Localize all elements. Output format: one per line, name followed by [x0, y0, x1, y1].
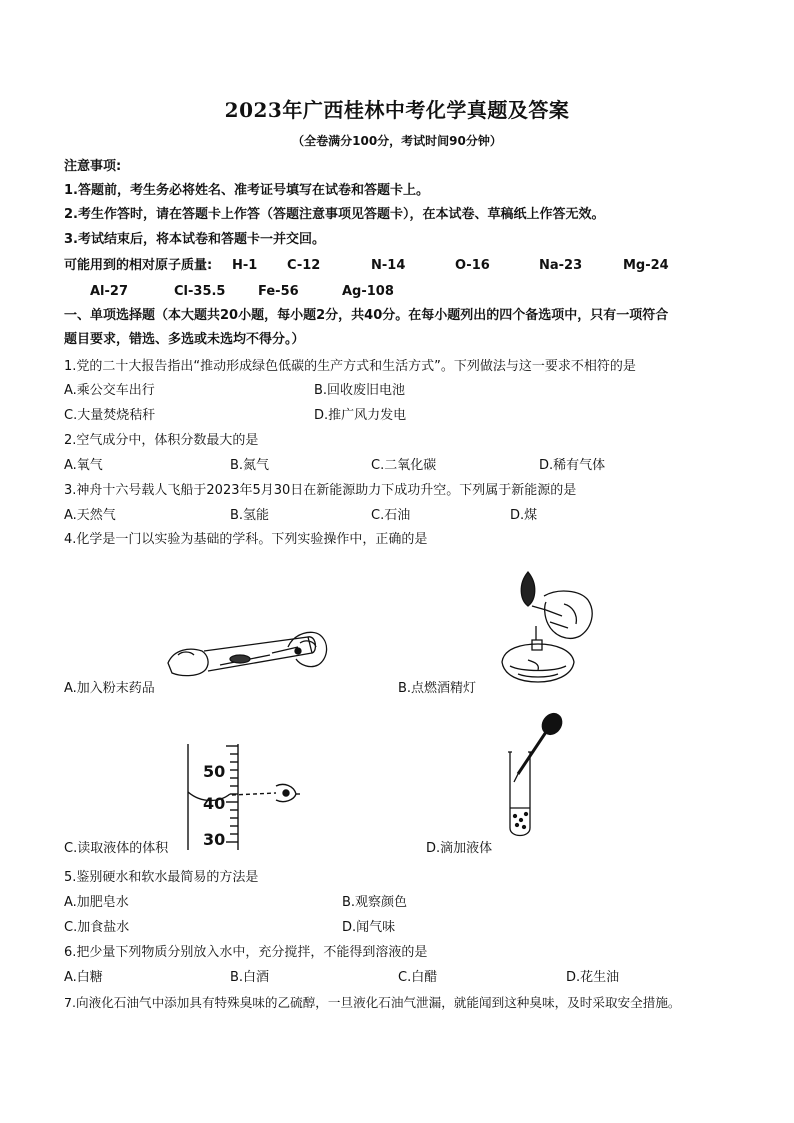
question-stem: 4.化学是一门以实验为基础的学科。下列实验操作中，正确的是 — [64, 532, 428, 547]
option: A.氧气 — [64, 458, 103, 473]
question-stem: 1.党的二十大报告指出“推动形成绿色低碳的生产方式和生活方式”。下列做法与这一要求不相符的是 — [64, 359, 636, 374]
option: A.加肥皂水 — [64, 895, 129, 910]
atomic-mass-item: Cl-35.5 — [174, 284, 226, 299]
atomic-mass-item: O-16 — [455, 258, 490, 273]
atomic-mass-item: Ag-108 — [342, 284, 394, 299]
option: C.石油 — [371, 508, 411, 523]
option: A.天然气 — [64, 508, 116, 523]
option: B.点燃酒精灯 — [398, 681, 477, 696]
option: B.氮气 — [230, 458, 270, 473]
option: C.大量焚烧秸秆 — [64, 408, 156, 423]
option: C.白醋 — [398, 970, 438, 985]
atomic-mass-item: Al-27 — [90, 284, 129, 299]
atomic-mass-item: N-14 — [371, 258, 406, 273]
question-stem: 3.神舟十六号载人飞船于2023年5月30日在新能源助力下成功升空。下列属于新能源的是 — [64, 483, 577, 498]
atomic-mass-item: Fe-56 — [258, 284, 299, 299]
option: B.观察颜色 — [342, 895, 408, 910]
section-rules: （本大题共20小题，每小题2分，共40分。在每小题列出的四个备选项中，只有一项符合 — [155, 308, 669, 323]
cylinder-tick-label: 40 — [203, 794, 226, 813]
atomic-mass-item: H-1 — [232, 258, 258, 273]
atomic-mass-item: Na-23 — [539, 258, 583, 273]
page-subtitle: （全卷满分100分，考试时间90分钟） — [292, 134, 502, 148]
option: A.加入粉末药品 — [64, 681, 155, 696]
note-item: 3.考试结束后，将本试卷和答题卡一并交回。 — [64, 232, 325, 247]
question-stem: 5.鉴别硬水和软水最简易的方法是 — [64, 870, 259, 885]
option: C.加食盐水 — [64, 920, 130, 935]
cylinder-tick-label: 50 — [203, 762, 226, 781]
option: A.白糖 — [64, 970, 103, 985]
option: D.花生油 — [566, 970, 620, 985]
section-heading — [64, 307, 668, 325]
option: A.乘公交车出行 — [64, 383, 155, 398]
notes-heading: 注意事项: — [64, 159, 122, 174]
cylinder-tick-label: 30 — [203, 830, 226, 849]
figure-read-volume — [180, 740, 310, 854]
note-item: 2.考生作答时，请在答题卡上作答（答题注意事项见答题卡），在本试卷、草稿纸上作答无效。 — [64, 207, 605, 222]
option: B.回收废旧电池 — [314, 383, 406, 398]
option: B.氢能 — [230, 508, 270, 523]
option: D.稀有气体 — [539, 458, 606, 473]
figure-drop-liquid — [500, 712, 570, 840]
page-title: 2023年广西桂林中考化学真题及答案 — [224, 98, 570, 122]
option: C.二氧化碳 — [371, 458, 437, 473]
atomic-mass-item: Mg-24 — [623, 258, 669, 273]
option: D.滴加液体 — [426, 841, 493, 856]
atomic-mass-label: 可能用到的相对原子质量: — [64, 258, 213, 273]
atomic-mass-item: C-12 — [287, 258, 321, 273]
option: D.推广风力发电 — [314, 408, 407, 423]
question-stem: 2.空气成分中，体积分数最大的是 — [64, 433, 259, 448]
section-rules-cont: 题目要求，错选、多选或未选均不得分。） — [64, 332, 305, 347]
note-item: 1.答题前，考生务必将姓名、准考证号填写在试卷和答题卡上。 — [64, 183, 429, 198]
figure-light-alcohol-lamp — [488, 566, 608, 690]
option: D.煤 — [510, 508, 538, 523]
option: D.闻气味 — [342, 920, 396, 935]
question-stem: 7.向液化石油气中添加具有特殊臭味的乙硫醇，一旦液化石油气泄漏，就能闻到这种臭味，及时采取安全措施。 — [64, 995, 681, 1010]
question-stem: 6.把少量下列物质分别放入水中，充分搅拌，不能得到溶液的是 — [64, 945, 428, 960]
option: C.读取液体的体积 — [64, 841, 169, 856]
option: B.白酒 — [230, 970, 270, 985]
section-title: 一、单项选择题 — [64, 308, 156, 323]
figure-add-powder — [160, 625, 340, 695]
